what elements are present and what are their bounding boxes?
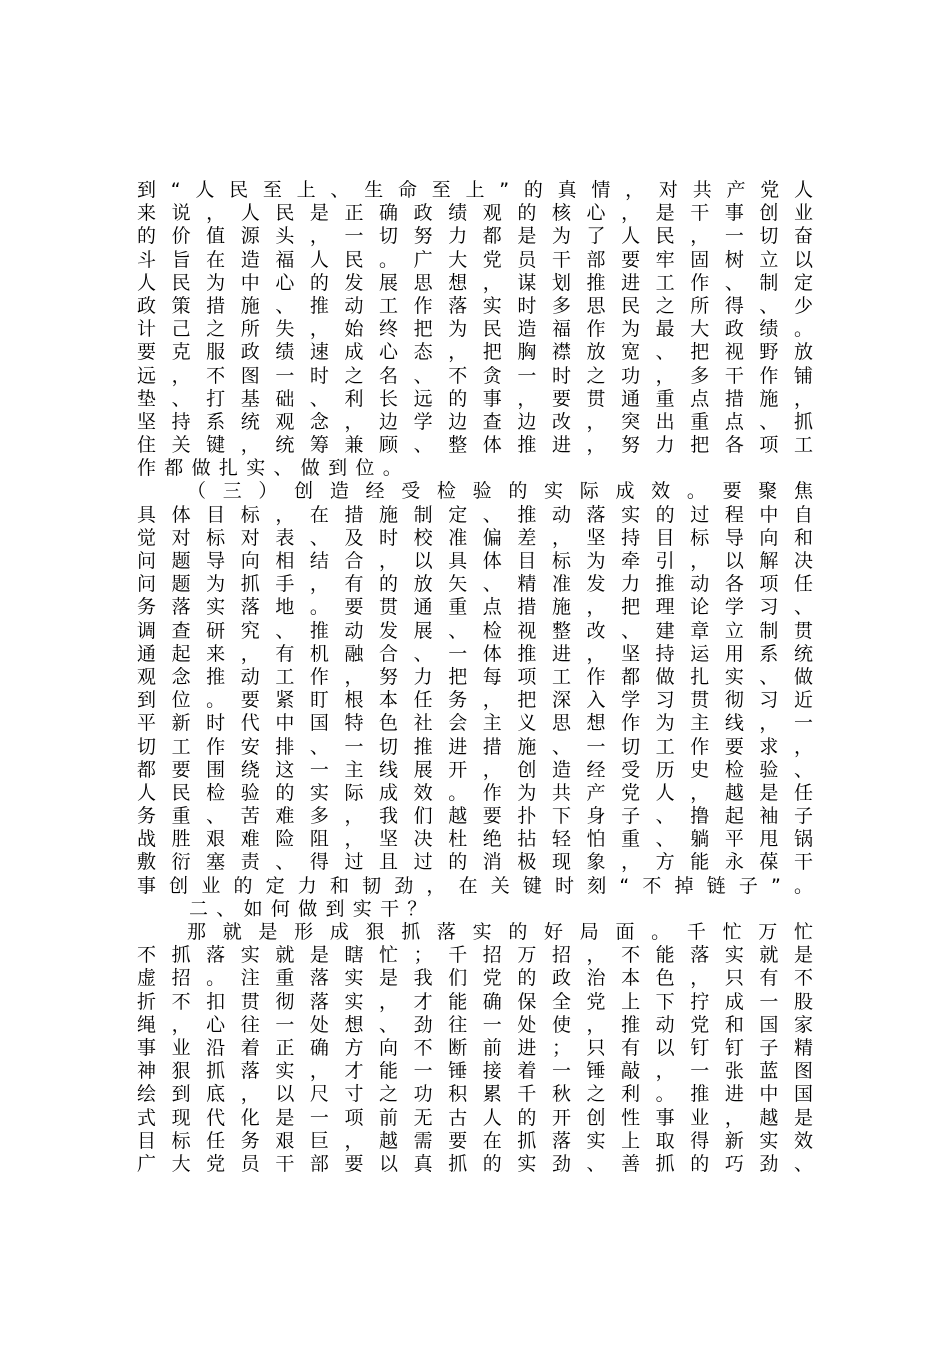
text-line: 要克服政绩速成心态，把胸襟放宽、把视野放 bbox=[137, 341, 813, 364]
text-line: 敷衍塞责、得过且过的消极现象，方能永葆干 bbox=[137, 851, 813, 874]
text-line: 神狠抓落实，才能一锤接着一锤敲，一张蓝图 bbox=[137, 1060, 813, 1083]
text-line: 坚持系统观念，边学边查边改，突出重点、抓 bbox=[137, 410, 813, 433]
text-line: 住关键，统筹兼顾、整体推进，努力把各项工 bbox=[137, 434, 813, 457]
text-line: 那就是形成狠抓落实的好局面。千忙万忙 bbox=[187, 921, 813, 943]
text-line: 垫、打基础、利长远的事，要贯通重点措施， bbox=[137, 387, 813, 410]
text-line: 战胜艰难险阻，坚决杜绝拈轻怕重、躺平甩锅 bbox=[137, 828, 813, 851]
text-line: 人民为中心的发展思想，谋划推进工作、制定 bbox=[137, 271, 813, 294]
text-line: 问题导向相结合，以具体目标为牵引，以解决 bbox=[137, 550, 813, 572]
text-line: 不抓落实就是瞎忙；千招万招，不能落实就是 bbox=[137, 944, 813, 967]
body-text bbox=[137, 179, 813, 1176]
text-line: 远，不图一时之名、不贪一时之功，多干作铺 bbox=[137, 364, 813, 387]
text-line: 虚招。注重落实是我们党的政治本色，只有不 bbox=[137, 967, 813, 990]
text-line: 绘到底，以尺寸之功积累千秋之利。推进中国 bbox=[137, 1083, 813, 1106]
text-line: 人民检验的实际成效。作为共产党人，越是任 bbox=[137, 781, 813, 804]
text-line: 到“人民至上、生命至上”的真情，对共产党人 bbox=[137, 179, 813, 201]
text-line: 观念推动工作，努力把每项工作都做扎实、做 bbox=[137, 665, 813, 688]
text-line: 问题为抓手，有的放矢、精准发力推动各项任 bbox=[137, 573, 813, 596]
text-line: 平新时代中国特色社会主义思想作为主线，一 bbox=[137, 712, 813, 735]
text-line: 广大党员干部要以真抓的实劲、善抓的巧劲、 bbox=[137, 1152, 813, 1175]
text-line: 觉对标对表、及时校准偏差，坚持目标导向和 bbox=[137, 526, 813, 549]
text-line: 的价值源头，一切努力都是为了人民，一切奋 bbox=[137, 225, 813, 248]
text-line: 具体目标，在措施制定、推动落实的过程中自 bbox=[137, 503, 813, 526]
text-line: 目标任务艰巨，越需要在抓落实上取得新实效 bbox=[137, 1129, 813, 1152]
text-line: 来说，人民是正确政绩观的核心，是干事创业 bbox=[137, 202, 813, 225]
text-line: 事创业的定力和韧劲，在关键时刻“不掉链子”。 bbox=[137, 874, 813, 897]
section-heading: 二、如何做到实干？ bbox=[189, 897, 435, 920]
text-line: 都要围绕这一主线展开，创造经受历史检验、 bbox=[137, 758, 813, 781]
text-line: 绳，心往一处想、劲往一处使，推动党和国家 bbox=[137, 1013, 813, 1036]
text-line: 切工作安排、一切推进措施、一切工作要求， bbox=[137, 735, 813, 758]
text-line: 计己之所失，始终把为民造福作为最大政绩。 bbox=[137, 318, 813, 341]
text-line: 折不扣贯彻落实，才能确保全党上下拧成一股 bbox=[137, 990, 813, 1013]
section-heading-line: （三）创造经受检验的实际成效。要聚焦 bbox=[187, 480, 813, 503]
text-line: 斗旨在造福人民。广大党员干部要牢固树立以 bbox=[137, 248, 813, 271]
text-line: 务重、苦难多，我们越要扑下身子、撸起袖子 bbox=[137, 805, 813, 828]
text-line: 到位。要紧盯根本任务，把深入学习贯彻习近 bbox=[137, 689, 813, 712]
text-line: 务落实落地。要贯通重点措施，把理论学习、 bbox=[137, 596, 813, 619]
text-line: 调查研究、推动发展、检视整改、建章立制贯 bbox=[137, 619, 813, 642]
text-line: 通起来，有机融合、一体推进，坚持运用系统 bbox=[137, 642, 813, 665]
text-line: 式现代化是一项前无古人的开创性事业，越是 bbox=[137, 1106, 813, 1129]
text-line: 事业沿着正确方向不断前进；只有以钉钉子精 bbox=[137, 1036, 813, 1059]
text-line: 作都做扎实、做到位。 bbox=[137, 457, 411, 480]
text-line: 政策措施、推动工作落实时多思民之所得、少 bbox=[137, 294, 813, 317]
